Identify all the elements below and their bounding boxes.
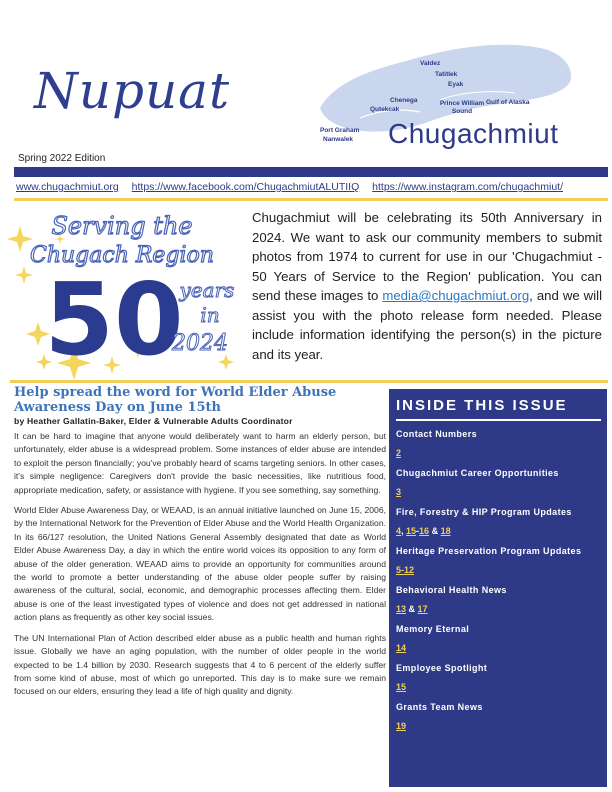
announcement-text-1: Chugachmiut will be celebrating its 50th Anniversary in 2024. We want to ask our community members to submit photos from 1974 to current for use in our 'Chugachmiut - 50 Years of Service to the Region' publication. You can send these images to: [252, 210, 602, 303]
page-link[interactable]: 5-12: [396, 565, 415, 575]
page-link[interactable]: 18: [440, 526, 451, 536]
page-link[interactable]: 17: [417, 604, 428, 614]
page-link[interactable]: 3: [396, 487, 402, 497]
anniversary-art: [4, 204, 244, 380]
contents-item-pages: [396, 675, 604, 700]
map-label-qutekcak: Qutekcak: [370, 106, 400, 113]
contents-item-label: Grants Team News: [396, 702, 483, 712]
hero-number: 50: [44, 261, 184, 378]
facebook-link[interactable]: https://www.facebook.com/ChugachmiutALUTIIQ: [131, 181, 360, 193]
article-body: [14, 430, 386, 706]
contents-item-pages: [396, 480, 604, 505]
contents-item-label: Memory Eternal: [396, 624, 470, 634]
contents-item-pages: [396, 636, 604, 661]
gold-divider-top: [14, 198, 608, 201]
page-link[interactable]: 4: [396, 526, 402, 536]
contents-item-label: Contact Numbers: [396, 429, 478, 439]
anniversary-announcement: [252, 208, 602, 364]
page-link[interactable]: 15: [406, 526, 417, 536]
page-separator: ,: [401, 526, 407, 536]
page-link[interactable]: 13: [396, 604, 407, 614]
header-divider: [14, 167, 608, 177]
org-logo-wordmark: Chugachmiut: [388, 118, 559, 149]
link-bar: [16, 181, 606, 193]
map-label-port-graham: Port Graham: [320, 127, 360, 134]
map-label-tatitlek: Tatitlek: [435, 71, 458, 78]
website-link[interactable]: www.chugachmiut.org: [16, 181, 119, 193]
contents-item-pages: [396, 519, 604, 544]
contents-item-pages: [396, 714, 604, 739]
hero-line1: Serving the: [51, 212, 193, 240]
page-separator: &: [406, 604, 418, 614]
contents-item-label: Heritage Preservation Program Updates: [396, 546, 582, 556]
hero-line3: years: [179, 278, 235, 302]
contents-item-pages: [396, 441, 604, 466]
article-paragraph: World Elder Abuse Awareness Day, or WEAAD, is an annual initiative launched on June 15, 2006, by the International Network for the Prevention of Elder Abuse and the World Health Organization. In its 66/127 resolution, the United Nations General Assembly designated that date as World Elder Abuse Awareness Day, a day in which the entire world voices its opposition to any form of abuse of the older generation. WEAAD aims to provide an opportunity for communities around the world to promote a better understanding of the abuse older people suffer by raising awareness of the cultural, social, economic, and demographic processes affecting them. Elder abuse is one of the least investigated types of violence and does not get addressed in national action plans as frequently as other key social issues.: [14, 505, 386, 623]
anniversary-graphic: [4, 204, 244, 380]
contents-list: [396, 427, 604, 739]
newsletter-title: Nupuat: [34, 62, 231, 120]
gold-divider-mid: [10, 380, 608, 383]
contents-item-label: Behavioral Health News: [396, 585, 507, 595]
contents-item-label: Fire, Forestry & HIP Program Updates: [396, 507, 572, 517]
hero-line5: 2024: [172, 331, 228, 356]
contents-item-label: Chugachmiut Career Opportunities: [396, 468, 559, 478]
article-paragraph: The UN International Plan of Action described elder abuse as a public health and human rights issue. Globally we have an aging population, with the number of older people in the world expected to be 1.4 billion by 2030. Research suggests that 4 to 6 percent of the elderly suffer from some kind of abuse, most of which go unreported. This day is to make sure we remain focused on our elders, ensuring they lead a life of high quality and dignity.: [14, 632, 386, 697]
article-paragraph: It can be hard to imagine that anyone would deliberately want to harm an elderly person, but unfortunately, elder abuse is a widespread problem. Some instances of elder abuse are intended to exploit the person financially; you've probably heard of scams targeting seniors. In other cases, it's simple negligence: Caregivers don't provide the basic necessities, like nutritious food, appropriate medication, safety, or assistance with hygiene. If you see something, say something.: [14, 431, 386, 495]
page-link[interactable]: 15: [396, 682, 407, 692]
map-label-prince-william-sound: Prince William Sound: [439, 100, 485, 115]
edition-label: Spring 2022 Edition: [18, 153, 106, 164]
page-link[interactable]: 14: [396, 643, 407, 653]
page-separator: &: [429, 526, 441, 536]
announcement-text-2: , and we will assist you with the photo release form needed. Please include information identifying the person(s) in the picture and its year.: [252, 288, 602, 362]
map-label-valdez: Valdez: [420, 60, 441, 67]
sidebar-heading: INSIDE THIS ISSUE: [396, 397, 568, 414]
hero-line2: Chugach Region: [30, 243, 214, 268]
page-separator: -: [416, 526, 420, 536]
contents-item-pages: [396, 597, 604, 622]
instagram-link[interactable]: https://www.instagram.com/chugachmiut/: [372, 181, 563, 193]
article-title: Help spread the word for World Elder Abuse Awareness Day on June 15th: [14, 385, 337, 415]
page-link[interactable]: 16: [419, 526, 430, 536]
map-label-eyak: Eyak: [448, 81, 464, 88]
article-byline: by Heather Gallatin-Baker, Elder & Vulnerable Adults Coordinator: [14, 416, 293, 426]
map-label-nanwalek: Nanwalek: [323, 136, 353, 143]
media-email-link[interactable]: media@chugachmiut.org: [382, 288, 530, 303]
hero-line4: in: [200, 303, 220, 327]
map-label-chenega: Chenega: [390, 97, 418, 104]
contents-item-label: Employee Spotlight: [396, 663, 488, 673]
sidebar-divider: [396, 419, 601, 421]
page-link[interactable]: 2: [396, 448, 402, 458]
map-label-gulf-of-alaska: Gulf of Alaska: [486, 99, 530, 106]
contents-item-pages: [396, 558, 604, 583]
page-link[interactable]: 19: [396, 721, 407, 731]
